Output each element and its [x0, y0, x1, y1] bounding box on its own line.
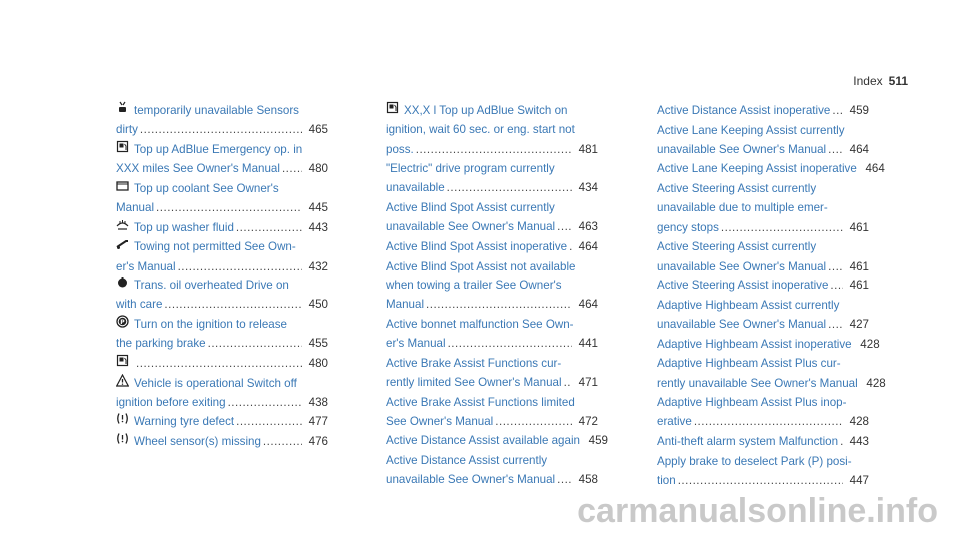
index-entry[interactable] [657, 296, 869, 335]
index-entry[interactable] [657, 452, 869, 491]
entry-text: unavailable See Owner's Manual [386, 220, 556, 234]
index-column-3 [657, 101, 886, 491]
page-ref[interactable]: 461 [849, 220, 869, 234]
entry-text: Anti-theft alarm system Malfunction [657, 435, 839, 449]
entry-text: Active Steering Assist currently [657, 182, 817, 196]
entry-text: with care [116, 298, 163, 312]
index-entry[interactable] [116, 432, 328, 451]
entry-text: Warning tyre defect [134, 415, 235, 429]
index-entry[interactable] [657, 121, 869, 160]
tyre-warning-icon [116, 412, 129, 425]
page-ref[interactable]: 455 [308, 337, 328, 351]
entry-text: er's Manual [116, 259, 176, 273]
entry-text: Active Lane Keeping Assist inoperative [657, 162, 857, 176]
entry-text: rently limited See Owner's Manual [386, 375, 562, 389]
entry-text: unavailable See Owner's Manual [657, 318, 827, 332]
entry-text: ignition, wait 60 sec. or eng. start not [386, 123, 575, 137]
page-ref[interactable]: 464 [865, 162, 885, 176]
page-ref[interactable]: 428 [849, 415, 869, 429]
index-entry[interactable] [116, 237, 328, 276]
page-ref[interactable]: 432 [308, 259, 328, 273]
fuel-pump-icon [386, 101, 399, 114]
index-entry[interactable] [386, 431, 608, 450]
index-entry[interactable] [116, 101, 328, 140]
page-ref[interactable]: 464 [578, 298, 598, 312]
page-ref[interactable]: 480 [308, 356, 328, 370]
index-entry[interactable] [116, 218, 328, 237]
page-ref[interactable]: 481 [578, 142, 598, 156]
warning-triangle-icon [116, 374, 129, 387]
entry-text: Active Distance Assist currently [386, 454, 548, 468]
leader-dots [140, 120, 302, 139]
entry-text: Top up coolant See Owner's [134, 181, 279, 195]
leader-dots [236, 412, 302, 431]
leader-dots [448, 334, 572, 353]
page-ref[interactable]: 458 [578, 473, 598, 487]
entry-text: unavailable [386, 181, 445, 195]
entry-text: unavailable See Owner's Manual [386, 473, 556, 487]
entry-text: Wheel sensor(s) missing [134, 435, 261, 449]
sensor-car-icon [116, 101, 129, 114]
parking-brake-icon [116, 315, 129, 328]
leader-dots [208, 334, 302, 353]
index-entry[interactable] [657, 432, 869, 451]
fuel-pump-icon [116, 354, 129, 367]
page-ref[interactable]: 450 [308, 298, 328, 312]
entry-text: Adaptive Highbeam Assist currently [657, 298, 840, 312]
index-entry[interactable] [657, 354, 886, 393]
leader-dots [721, 218, 843, 237]
entry-text: Adaptive Highbeam Assist inoperative [657, 337, 852, 351]
page-ref[interactable]: 465 [308, 123, 328, 137]
page-header [853, 74, 908, 88]
leader-dots [164, 295, 302, 314]
page-ref[interactable]: 427 [849, 318, 869, 332]
entry-text: Active Steering Assist inoperative [657, 279, 829, 293]
index-entry[interactable] [116, 354, 328, 373]
section-title: Index [853, 74, 883, 88]
index-entry[interactable] [116, 315, 328, 354]
index-entry[interactable] [386, 315, 598, 354]
leader-dots [178, 257, 302, 276]
page-ref[interactable]: 434 [578, 181, 598, 195]
leader-dots [416, 140, 572, 159]
index-entry[interactable] [657, 335, 880, 354]
entry-text: unavailable due to multiple emer- [657, 201, 828, 215]
coolant-icon [116, 179, 129, 192]
entry-text: Active Brake Assist Functions limited [386, 395, 575, 409]
index-entry[interactable] [116, 374, 328, 413]
page-ref[interactable]: 428 [860, 337, 880, 351]
index-column-2 [386, 101, 608, 490]
page-ref[interactable]: 471 [578, 375, 598, 389]
entry-text: tion [657, 473, 676, 487]
page-ref[interactable]: 461 [849, 259, 869, 273]
page-ref[interactable]: 441 [578, 337, 598, 351]
index-entry[interactable] [657, 237, 869, 276]
entry-text: XX,X l Top up AdBlue Switch on [404, 104, 568, 117]
leader-dots [236, 218, 302, 237]
page-ref[interactable]: 443 [308, 220, 328, 234]
leader-dots [828, 315, 843, 334]
entry-text: Manual [116, 201, 155, 215]
entry-text: Apply brake to deselect Park (P) posi- [657, 454, 852, 468]
entry-text: "Electric" drive program currently [386, 162, 555, 176]
watermark: carmanualsonline.info [577, 492, 938, 530]
leader-dots [426, 295, 572, 314]
entry-text: Active Brake Assist Functions cur- [386, 356, 562, 370]
leader-dots [569, 237, 572, 256]
index-entry[interactable] [116, 140, 328, 179]
page-ref[interactable]: 459 [849, 104, 869, 117]
tyre-warning-icon [116, 432, 129, 445]
entry-text: Active Blind Spot Assist currently [386, 201, 555, 215]
index-entry[interactable] [657, 179, 869, 237]
entry-text: See Owner's Manual [386, 414, 494, 428]
fuel-pump-icon [116, 140, 129, 153]
leader-dots [156, 198, 302, 217]
entry-text: Towing not permitted See Own- [134, 240, 296, 254]
leader-dots [263, 432, 302, 451]
index-entry[interactable] [386, 257, 598, 315]
transmission-temp-icon [116, 276, 129, 289]
leader-dots [840, 432, 843, 451]
entry-text: unavailable See Owner's Manual [657, 142, 827, 156]
page-ref[interactable]: 461 [849, 279, 869, 293]
entry-text: rently unavailable See Owner's Manual [657, 376, 858, 390]
index-entry[interactable] [657, 393, 869, 432]
index-entry[interactable] [386, 101, 598, 159]
entry-text: Active Blind Spot Assist inoperative [386, 239, 568, 253]
entry-text: Adaptive Highbeam Assist Plus inop- [657, 396, 847, 410]
index-entry[interactable] [657, 159, 885, 178]
entry-text: ignition before exiting [116, 395, 226, 409]
page-ref[interactable]: 447 [849, 473, 869, 487]
entry-text: Vehicle is operational Switch off [134, 376, 297, 390]
index-entry[interactable] [116, 276, 328, 315]
entry-text: temporarily unavailable Sensors [134, 104, 299, 117]
leader-dots [828, 140, 843, 159]
entry-text: Active Lane Keeping Assist currently [657, 123, 845, 137]
leader-dots [228, 393, 302, 412]
page-ref[interactable]: 477 [308, 415, 328, 429]
entry-text: poss. [386, 142, 414, 156]
page-ref[interactable]: 464 [578, 239, 598, 253]
page-ref[interactable]: 428 [866, 376, 886, 390]
entry-text: gency stops [657, 220, 719, 234]
entry-text: Active Steering Assist currently [657, 240, 817, 254]
entry-text: erative [657, 415, 692, 429]
entry-text: the parking brake [116, 337, 206, 351]
svg-text:P: P [120, 318, 125, 326]
page-ref[interactable]: 443 [849, 435, 869, 449]
page-ref[interactable]: 472 [578, 414, 598, 428]
index-entry[interactable] [386, 451, 598, 490]
index-entry[interactable] [386, 393, 598, 432]
leader-dots [564, 373, 572, 392]
leader-dots [136, 354, 302, 373]
entry-text: when towing a trailer See Owner's [386, 278, 562, 292]
leader-dots [832, 101, 843, 120]
entry-text: Active bonnet malfunction See Own- [386, 317, 574, 331]
entry-text: Active Blind Spot Assist not available [386, 259, 576, 273]
page-ref[interactable]: 438 [308, 395, 328, 409]
page-ref[interactable]: 463 [578, 220, 598, 234]
index-column-1 [116, 101, 328, 452]
entry-text: XXX miles See Owner's Manual [116, 162, 280, 176]
page-ref[interactable]: 476 [308, 435, 328, 449]
entry-text: Turn on the ignition to release [134, 318, 287, 332]
index-entry[interactable] [657, 276, 869, 295]
index-entry[interactable] [386, 237, 598, 256]
washer-fluid-icon [116, 218, 129, 231]
entry-text: Manual [386, 298, 425, 312]
leader-dots [447, 178, 572, 197]
index-entry[interactable] [386, 198, 598, 237]
page-ref[interactable]: 445 [308, 201, 328, 215]
page-ref[interactable]: 480 [308, 162, 328, 176]
entry-text: dirty [116, 123, 138, 137]
leader-dots [694, 412, 843, 431]
entry-text: Adaptive Highbeam Assist Plus cur- [657, 357, 841, 371]
entry-text: Top up AdBlue Emergency op. in [134, 142, 303, 156]
leader-dots [557, 217, 572, 236]
index-entry[interactable] [657, 101, 869, 120]
page-ref[interactable]: 464 [849, 142, 869, 156]
entry-text: Top up washer fluid [134, 220, 234, 234]
entry-text: Active Distance Assist inoperative [657, 104, 831, 117]
page-ref[interactable]: 459 [588, 434, 608, 448]
index-entry[interactable] [386, 354, 598, 393]
entry-text: Trans. oil overheated Drive on [134, 279, 289, 293]
tow-icon [116, 237, 129, 250]
leader-dots [830, 276, 843, 295]
leader-dots [557, 470, 572, 489]
entry-text: unavailable See Owner's Manual [657, 259, 827, 273]
leader-dots [828, 257, 843, 276]
leader-dots [678, 471, 843, 490]
entry-text: er's Manual [386, 337, 446, 351]
entry-text: Active Distance Assist available again [386, 434, 580, 448]
index-entry[interactable] [116, 412, 328, 431]
index-entry[interactable] [386, 159, 598, 198]
page-number: 511 [888, 74, 908, 88]
leader-dots [495, 412, 572, 431]
leader-dots [282, 159, 302, 178]
index-entry[interactable] [116, 179, 328, 218]
